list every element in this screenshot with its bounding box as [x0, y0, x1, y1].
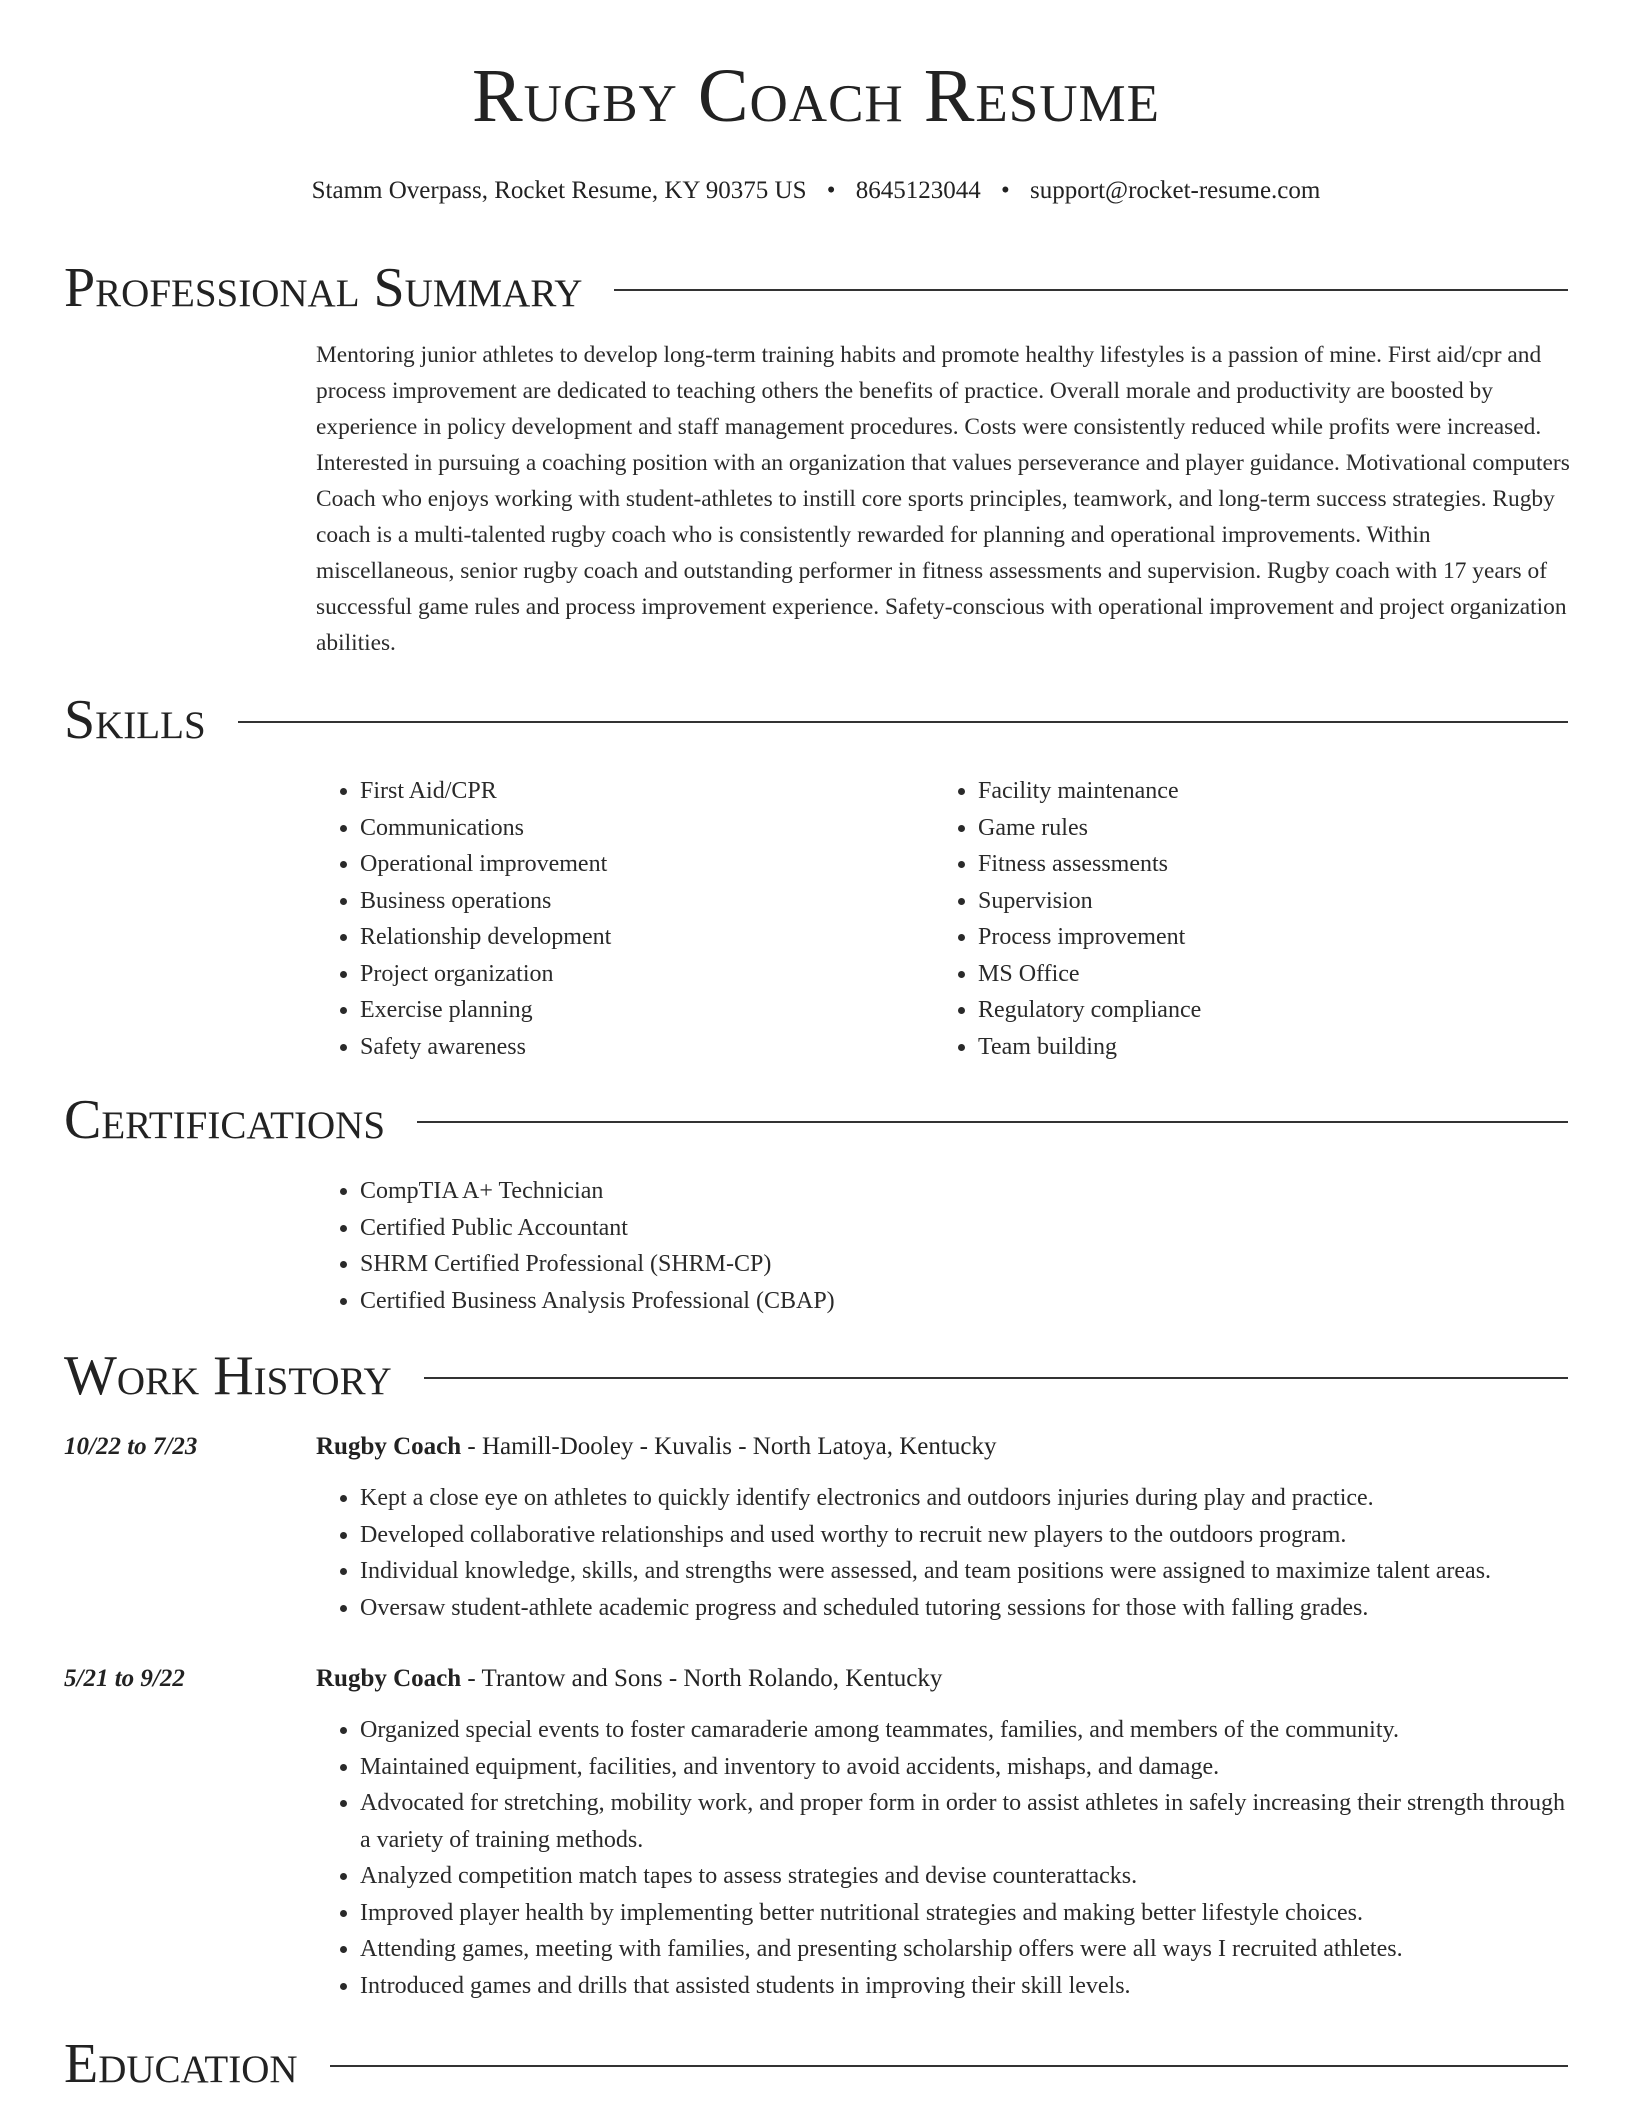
section-header-skills — [64, 690, 1568, 750]
section-header-work-history — [64, 1346, 1568, 1406]
contact-separator: • — [826, 177, 836, 204]
section-title-education: Education — [64, 2033, 298, 2095]
job-bullet: • Individual knowledge, skills, and strengths were assessed, and team positions were assigned to maximize talent areas. — [360, 1553, 1576, 1590]
job-title: Rugby Coach — [316, 1665, 462, 1692]
section-divider — [417, 1121, 1568, 1123]
job-bullet: • Attending games, meeting with families, and presenting scholarship offers were all ways I recruited athletes. — [360, 1931, 1576, 1968]
contact-separator: • — [1001, 177, 1010, 204]
summary-text: Mentoring junior athletes to develop long-term training habits and promote healthy lifestyles is a passion of mine. First aid/cpr and process improvement are dedicated to teaching others the benefits of practice. Overall morale and productivity are boosted by experience in policy development and staff management procedures. Costs were consistently reduced while profits were increased. Interested in pursuing a coaching position with an organization that values perseverance and player guidance. Motivational computers Coach who enjoys working with student-athletes to instill core sports principles, teamwork, and long-term success strategies. Rugby coach is a multi-talented rugby coach who is consistently rewarded for planning and operational improvements. Within miscellaneous, senior rugby coach and outstanding performer in fitness assessments and supervision. Rugby coach with 17 years of successful game rules and process improvement experience. Safety-conscious with operational improvement and project organization abilities. — [316, 342, 1570, 656]
certification-item: • CompTIA A+ Technician — [360, 1173, 1516, 1210]
skill-item: • Relationship development — [360, 919, 916, 956]
skill-item: • Regulatory compliance — [978, 992, 1534, 1029]
section-title-certifications: Certifications — [64, 1089, 386, 1151]
skill-item: • Exercise planning — [360, 992, 916, 1029]
skill-item: • Team building — [978, 1029, 1534, 1066]
job-employer: - Hamill-Dooley - Kuvalis - North Latoya, Kentucky — [461, 1433, 997, 1460]
skill-item: • Operational improvement — [360, 846, 916, 883]
job-bullet: • Improved player health by implementing better nutritional strategies and making better lifestyle choices. — [360, 1895, 1576, 1932]
contact-phone: 8645123044 — [855, 177, 981, 204]
job-bullets — [316, 1712, 1576, 2004]
section-header-certifications — [64, 1090, 1568, 1150]
skill-item: • Business operations — [360, 883, 916, 920]
section-title-work-history: Work History — [64, 1345, 392, 1407]
skill-item: • MS Office — [978, 956, 1534, 993]
job-dates: 10/22 to 7/23 — [64, 1433, 198, 1460]
section-title-summary: Professional Summary — [64, 257, 583, 319]
skill-item: • Game rules — [978, 810, 1534, 847]
skill-item: • Facility maintenance — [978, 773, 1534, 810]
job-bullet: • Oversaw student-athlete academic progress and scheduled tutoring sessions for those with falling grades. — [360, 1590, 1576, 1627]
job-bullet: • Introduced games and drills that assisted students in improving their skill levels. — [360, 1968, 1576, 2005]
job-heading — [316, 1664, 942, 1694]
job-bullet: • Analyzed competition match tapes to assess strategies and devise counterattacks. — [360, 1858, 1576, 1895]
skills-column-left — [316, 773, 916, 1065]
skill-item: • Project organization — [360, 956, 916, 993]
certifications-list — [316, 1173, 1516, 1319]
job-bullet: • Advocated for stretching, mobility work, and proper form in order to assist athletes in safely increasing their strength through a variety of training methods. — [360, 1785, 1576, 1858]
resume-title: Rugby Coach Resume — [471, 54, 1161, 138]
skill-item: • Safety awareness — [360, 1029, 916, 1066]
section-title-skills: Skills — [64, 689, 206, 751]
certification-item: • Certified Public Accountant — [360, 1210, 1516, 1247]
contact-email: support@rocket-resume.com — [1030, 177, 1321, 204]
skill-item: • Communications — [360, 810, 916, 847]
job-bullet: • Developed collaborative relationships and used worthy to recruit new players to the outdoors program. — [360, 1517, 1576, 1554]
skills-column-right — [934, 773, 1534, 1065]
skill-item: • Process improvement — [978, 919, 1534, 956]
section-header-summary — [64, 258, 1568, 318]
section-divider — [330, 2065, 1568, 2067]
section-divider — [238, 721, 1568, 723]
skill-item: • Fitness assessments — [978, 846, 1534, 883]
job-dates: 5/21 to 9/22 — [64, 1665, 185, 1692]
certification-item: • Certified Business Analysis Professional (CBAP) — [360, 1283, 1516, 1320]
certification-item: • SHRM Certified Professional (SHRM-CP) — [360, 1246, 1516, 1283]
contact-line — [0, 176, 1632, 206]
job-bullet: • Maintained equipment, facilities, and inventory to avoid accidents, mishaps, and damage. — [360, 1749, 1576, 1786]
job-bullet: • Organized special events to foster camaraderie among teammates, families, and members of the community. — [360, 1712, 1576, 1749]
contact-address: Stamm Overpass, Rocket Resume, KY 90375 US — [311, 177, 807, 204]
skill-item: • Supervision — [978, 883, 1534, 920]
job-bullets — [316, 1480, 1576, 1626]
job-bullet: • Kept a close eye on athletes to quickly identify electronics and outdoors injuries during play and practice. — [360, 1480, 1576, 1517]
job-employer: - Trantow and Sons - North Rolando, Kentucky — [461, 1665, 943, 1692]
section-header-education — [64, 2034, 1568, 2094]
job-title: Rugby Coach — [316, 1433, 462, 1460]
section-divider — [424, 1377, 1568, 1379]
skill-item: • First Aid/CPR — [360, 773, 916, 810]
section-divider — [614, 289, 1568, 291]
job-heading — [316, 1432, 996, 1462]
